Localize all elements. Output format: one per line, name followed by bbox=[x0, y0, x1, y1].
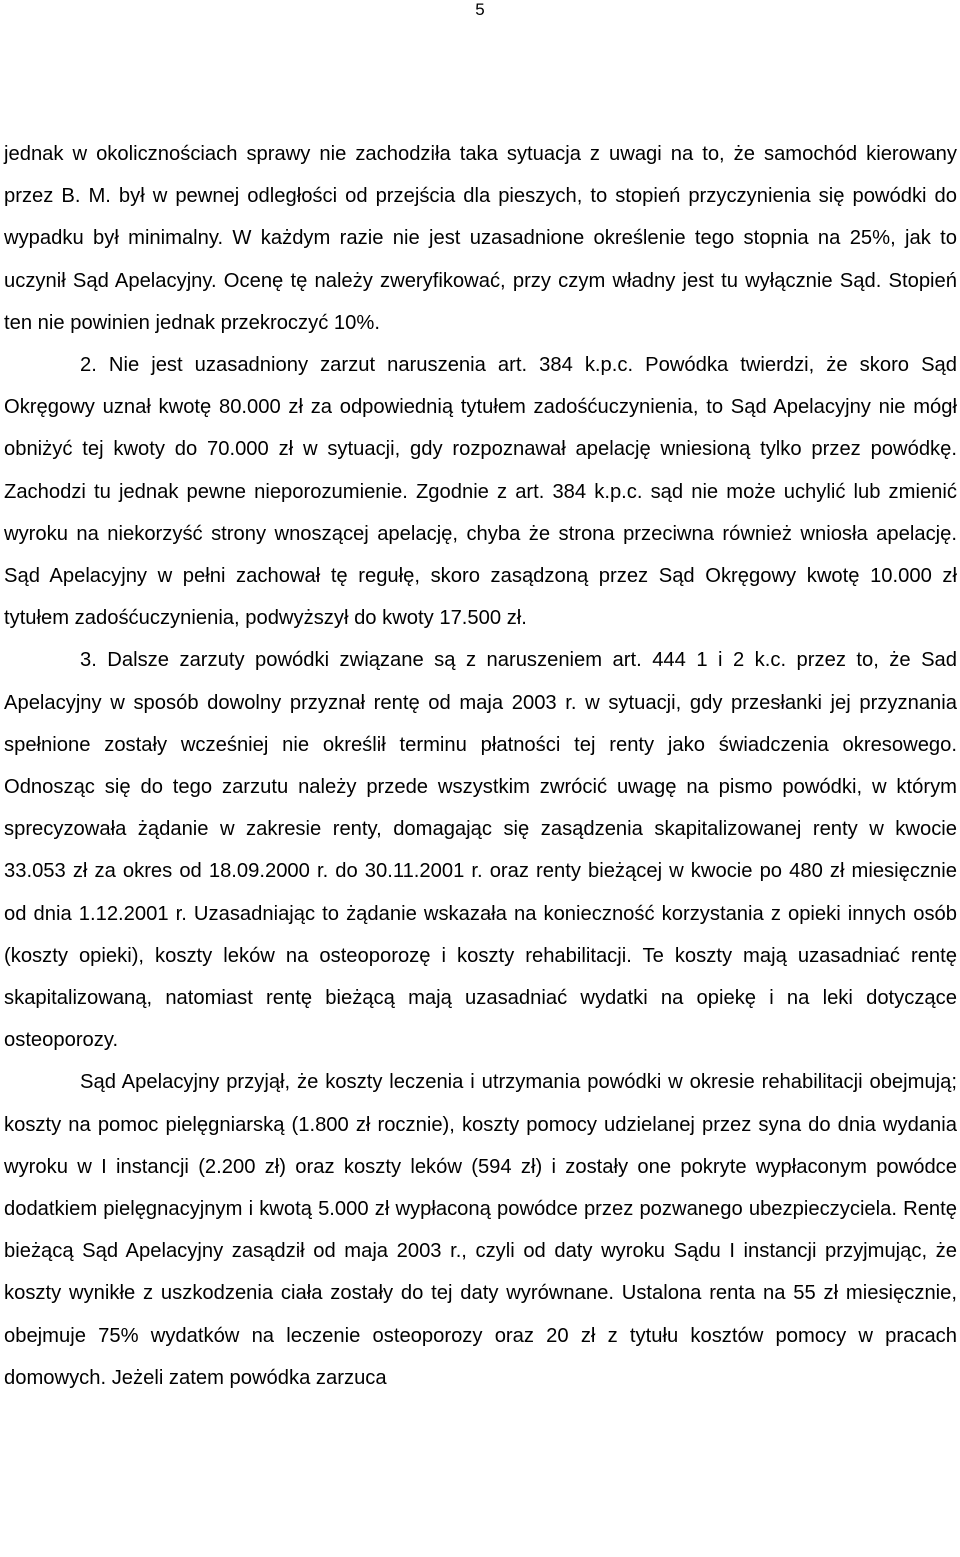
paragraph-court-findings: Sąd Apelacyjny przyjął, że koszty leczenia i utrzymania powódki w okresie rehabilitacji obejmują; koszty na pomoc pielęgniarską (1.800 zł rocznie), koszty pomocy udzielanej przez syna do dnia wydania wyroku w I instancji (2.200 zł) oraz koszty leków (594 zł) i zostały one pokryte wypłaconym powódce dodatkiem pielęgnacyjnym i kwotą 5.000 zł wypłaconą powódce przez pozwanego ubezpieczyciela. Rentę bieżącą Sąd Apelacyjny zasądził od maja 2003 r., czyli od daty wyroku Sądu I instancji przyjmując, że koszty wynikłe z uszkodzenia ciała zostały do tej daty wyrównane. Ustalona renta na 55 zł miesięcznie, obejmuje 75% wydatków na leczenie osteoporozy oraz 20 zł z tytułu kosztów pomocy w pracach domowych. Jeżeli zatem powódka zarzuca bbox=[4, 1071, 957, 1389]
page-number: 5 bbox=[475, 0, 485, 19]
document-body bbox=[4, 133, 957, 1399]
paragraph-point-3: 3. Dalsze zarzuty powódki związane są z naruszeniem art. 444 1 i 2 k.c. przez to, że Sad Apelacyjny w sposób dowolny przyznał rentę od maja 2003 r. w sytuacji, gdy przesłanki jej przyznania spełnione zostały wcześniej nie określił terminu płatności tej renty jako świadczenia okresowego. Odnosząc się do tego zarzutu należy przede wszystkim zwrócić uwagę na pismo powódki, w którym sprecyzowała żądanie w zakresie renty, domagając się zasądzenia skapitalizowanej renty w kwocie 33.053 zł za okres od 18.09.2000 r. do 30.11.2001 r. oraz renty bieżącej w kwocie po 480 zł miesięcznie od dnia 1.12.2001 r. Uzasadniając to żądanie wskazała na konieczność korzystania z opieki innych osób (koszty opieki), koszty leków na osteoporozę i koszty rehabilitacji. Te koszty mają uzasadniać rentę skapitalizowaną, natomiast rentę bieżącą mają uzasadniać wydatki na opiekę i na leki dotyczące osteoporozy. bbox=[4, 649, 957, 1052]
paragraph-continuation: jednak w okolicznościach sprawy nie zachodziła taka sytuacja z uwagi na to, że samochód kierowany przez B. M. był w pewnej odległości od przejścia dla pieszych, to stopień przyczynienia się powódki do wypadku był minimalny. W każdym razie nie jest uzasadnione określenie tego stopnia na 25%, jak to uczynił Sąd Apelacyjny. Ocenę tę należy zweryfikować, przy czym władny jest tu wyłącznie Sąd. Stopień ten nie powinien jednak przekroczyć 10%. bbox=[4, 143, 957, 334]
paragraph-point-2: 2. Nie jest uzasadniony zarzut naruszenia art. 384 k.p.c. Powódka twierdzi, że skoro Sąd Okręgowy uznał kwotę 80.000 zł za odpowiednią tytułem zadośćuczynienia, to Sąd Apelacyjny nie mógł obniżyć tej kwoty do 70.000 zł w sytuacji, gdy rozpoznawał apelację wniesioną tylko przez powódkę. Zachodzi tu jednak pewne nieporozumienie. Zgodnie z art. 384 k.p.c. sąd nie może uchylić lub zmienić wyroku na niekorzyść strony wnoszącej apelację, chyba że strona przeciwna również wniosła apelację. Sąd Apelacyjny w pełni zachował tę regułę, skoro zasądzoną przez Sąd Okręgowy kwotę 10.000 zł tytułem zadośćuczynienia, podwyższył do kwoty 17.500 zł. bbox=[4, 354, 957, 630]
